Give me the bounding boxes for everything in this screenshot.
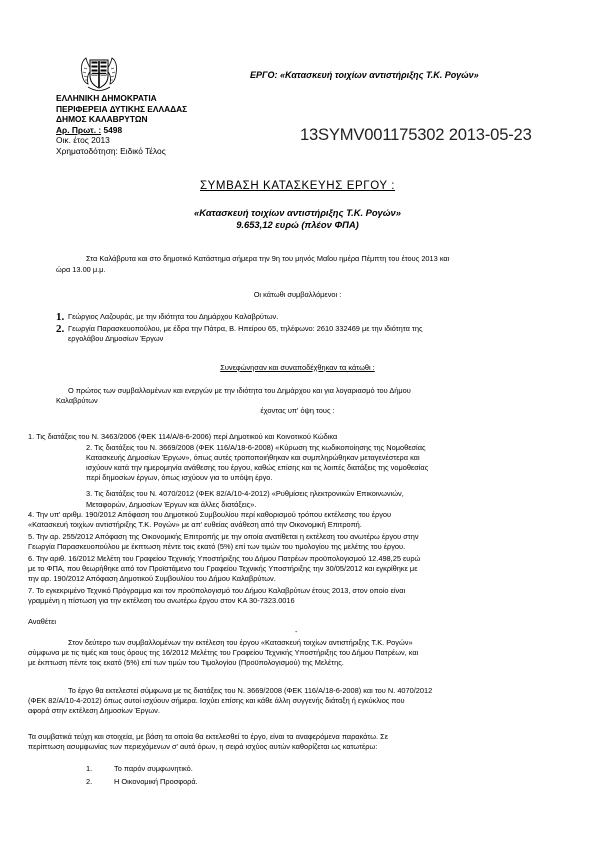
- first-party-line-1: Ο πρώτος των συμβαλλομένων και ενεργών με την ιδιότητα του Δημάρχου και για λογαριασμό του Δήμου: [68, 386, 411, 395]
- protocol-line: [56, 125, 187, 136]
- execution-line-2: (ΦΕΚ 82/Α/10-4-2012) όπως αυτοί ισχύουν σήμερα. Ισχύει επίσης και κάθε άλλη συγγενής διάταξη ή εγκύκλιος που: [28, 696, 405, 705]
- item-4-line-1: 4. Την υπ' αριθμ. 190/2012 Απόφαση του Δημοτικού Συμβουλίου περί καθορισμού τρόπου εκτέλεσης του έργου: [28, 510, 392, 519]
- contract-project-name: «Κατασκευή τοιχίων αντιστήριξης Τ.Κ. Ρογών»: [194, 207, 401, 218]
- considering-heading: έχοντας υπ' όψη τους :: [260, 406, 335, 415]
- second-party-line-2: σύμφωνα με τις τιμές και τους όρους της 16/2012 Μελέτης του Γραφείου Τεχνικής Υποστήριξης του Δήμου Πατρέων, και: [28, 648, 419, 657]
- documents-line-1: Τα συμβατικά τεύχη και στοιχεία, με βάση τα οποία θα εκτελεσθεί το έργο, είναι τα αναφερόμενα παρακάτω. Σε: [28, 732, 388, 741]
- item-6-line-3: την αρ. 190/2012 Απόφαση Δημοτικού Συμβουλίου του Δήμου Καλαβρύτων.: [28, 574, 276, 583]
- item-3-line-1: 3. Τις διατάξεις του Ν. 4070/2012 (ΦΕΚ 82/Α/10-4-2012) «Ρυθμίσεις ηλεκτρονικών Επικοινωνιών,: [86, 489, 404, 498]
- contract-doc-1-number: 1.: [86, 764, 93, 773]
- item-1: 1. Τις διατάξεις του Ν. 3463/2006 (ΦΕΚ 114/Α/8-6-2006) περί Δημοτικού και Κοινοτικού Κώδικα: [28, 432, 338, 441]
- protocol-number: 5498: [103, 124, 123, 135]
- party-1-text: Γεώργιος Λαζουράς, με την ιδιότητα του Δημάρχου Καλαβρύτων.: [68, 312, 279, 321]
- document-code: 13SYMV001175302 2013-05-23: [300, 125, 532, 144]
- intro-line-2: ώρα 13.00 μ.μ.: [56, 265, 106, 274]
- contract-amount: 9.653,12 ευρώ (πλέον ΦΠΑ): [236, 218, 359, 230]
- item-2-line-4: περί δημοσίων έργων, όπως ισχύουν για το υπόψη έργο.: [86, 473, 273, 482]
- issuer-region: ΠΕΡΙΦΕΡΕΙΑ ΔΥΤΙΚΗΣ ΕΛΛΑΔΑΣ: [56, 103, 188, 114]
- parties-heading: Οι κάτωθι συμβαλλόμενοι :: [253, 290, 342, 299]
- protocol-label: Αρ. Πρωτ. :: [56, 124, 102, 135]
- second-party-line-1: Στον δεύτερο των συμβαλλομένων την εκτέλεση του έργου «Κατασκευή τοιχίων αντιστήριξης Τ.Κ. Ρογών»: [68, 638, 413, 647]
- item-2-line-1: 2. Τις διατάξεις του Ν. 3669/2008 (ΦΕΚ 116/Α/18-6-2008) «Κύρωση της κωδικοποίησης της Νομοθεσίας: [86, 443, 426, 452]
- issuer-country: ΕΛΛΗΝΙΚΗ ΔΗΜΟΚΡΑΤΙΑ: [56, 93, 157, 103]
- contract-doc-2-number: 2.: [86, 777, 93, 786]
- party-1: [56, 311, 278, 323]
- item-2-line-3: ισχύουν κατά την ημερομηνία ανάθεσης του έργου, καθώς επίσης και τις λοιπές διατάξεις της νομοθεσίας: [86, 463, 429, 472]
- contract-subtitle: [0, 207, 595, 230]
- issuer-block: [56, 93, 187, 156]
- funding-source: Χρηματοδότηση: Ειδικό Τέλος: [56, 145, 166, 156]
- party-2-text: Γεωργία Παρασκευοπούλου, με έδρα την Πάτρα, Β. Ηπείρου 65, τηλέφωνο: 2610 332469 με την ιδιότητα της: [68, 324, 423, 333]
- project-header-line: ΕΡΓΟ: «Κατασκευή τοιχίων αντιστήριξης Τ.Κ. Ρογών»: [250, 70, 479, 80]
- first-party-line-2: Καλαβρύτων: [56, 396, 98, 405]
- issuer-municipality: ΔΗΜΟΣ ΚΑΛΑΒΡΥΤΩΝ: [56, 114, 148, 124]
- item-5-line-2: Γεωργία Παρασκευοπούλου με έκπτωση πέντε τοις εκατό (5%) επί των τιμών του τιμολογίου της μελέτης του έργου.: [28, 542, 406, 551]
- execution-line-1: Το έργο θα εκτελεστεί σύμφωνα με τις διατάξεις του Ν. 3669/2008 (ΦΕΚ 116/Α/18-6-2008) και του Ν. 4070/2012: [68, 686, 433, 695]
- second-party-line-3: με έκπτωση πέντε τοις εκατό (5%) επί των τιμών του Τιμολογίου (Προϋπολογισμού) της Μελέτης.: [28, 658, 344, 667]
- dash-mark: -: [295, 627, 298, 636]
- documents-line-2: περίπτωση ασυμφωνίας των περιεχόμενων σ' αυτά όρων, η σειρά ισχύος αυτών καθορίζεται ως κατωτέρω:: [28, 742, 378, 751]
- contract-doc-2: Η Οικονομική Προσφορά.: [114, 777, 198, 786]
- item-3-line-2: Μεταφορών, Δημοσίων Έργων και άλλες διατάξεις».: [86, 500, 257, 509]
- contract-title: ΣΥΜΒΑΣΗ ΚΑΤΑΣΚΕΥΗΣ ΕΡΓΟΥ :: [199, 180, 396, 192]
- execution-line-3: αφορά στην εκτέλεση Δημοσίων Έργων.: [28, 706, 160, 715]
- fiscal-year: Οικ. έτος 2013: [56, 135, 110, 145]
- item-2-line-2: Κατασκευής Δημοσίων Έργων», όπως αυτές τροποποιήθηκαν και συμπληρώθηκαν μεταγενέστερα και: [86, 453, 420, 462]
- agreed-heading: Συνεφώνησαν και συναποδέχθηκαν τα κάτωθι :: [220, 363, 375, 372]
- item-4-line-2: «Κατασκευή τοιχίων αντιστήριξης Τ.Κ. Ρογών» με απ' ευθείας ανάθεση από την Οικονομική Επιτροπή.: [28, 520, 362, 529]
- party-2-number: 2.: [56, 323, 65, 335]
- contract-doc-1: Το παρόν συμφωνητικό.: [114, 764, 193, 773]
- party-1-number: 1.: [56, 311, 65, 323]
- intro-line-1: Στα Καλάβρυτα και στο δημοτικό Κατάστημα σήμερα την 9η του μηνός Μαΐου ημέρα Πέμπτη του έτους 2013 και: [86, 254, 450, 263]
- item-5-line-1: 5. Την αρ. 255/2012 Απόφαση της Οικονομικής Επιτροπής με την οποία ανατίθεται η εκτέλεση του ανωτέρω έργου στην: [28, 532, 419, 541]
- item-6-line-2: με το ΦΠΑ, που θεωρήθηκε από τον Προϊστάμενο του Γραφείου Τεχνικής Υποστήριξης την 30/05/2012 και εγκρίθηκε με: [28, 564, 418, 573]
- item-7-line-1: 7. Το εγκεκριμένο Τεχνικό Πρόγραμμα και τον προϋπολογισμό του Δήμου Καλαβρύτων έτους 2013, στον οποίο είναι: [28, 586, 406, 595]
- item-7-line-2: γραμμένη η πίστωση για την εκτέλεση του ανωτέρω έργου στον ΚΑ 30-7323.0016: [28, 596, 295, 605]
- item-6-line-1: 6. Την αριθ. 16/2012 Μελέτη του Γραφείου Τεχνικής Υποστήριξης του Δήμου Πατρέων προϋπολογισμού 12.498,25 ευρώ: [28, 554, 421, 563]
- greek-coat-of-arms-emblem: [78, 54, 120, 94]
- party-2-line-2: εργολάβου Δημοσίων Έργων: [68, 334, 164, 343]
- assigns-label: Αναθέτει: [28, 617, 57, 626]
